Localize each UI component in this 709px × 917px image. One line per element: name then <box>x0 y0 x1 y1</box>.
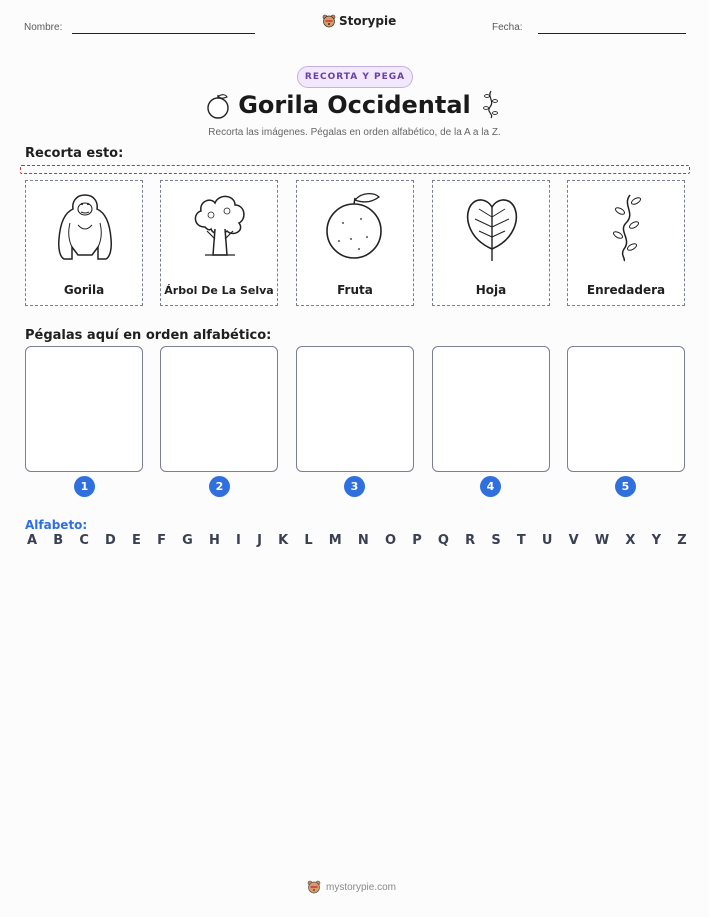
paste-slot-1[interactable] <box>25 346 143 472</box>
cut-card-tree[interactable] <box>160 180 278 306</box>
cut-heading: Recorta esto: <box>25 146 124 161</box>
leaf-icon <box>457 189 527 263</box>
alphabet-row <box>27 533 687 548</box>
page-title: Gorila Occidental <box>238 91 471 119</box>
paste-slot-3[interactable] <box>296 346 414 472</box>
alphabet-letter: S <box>491 533 501 548</box>
card-label: Hoja <box>475 283 507 297</box>
alphabet-letter: P <box>412 533 422 548</box>
alphabet-letter: C <box>79 533 89 548</box>
bear-icon <box>307 880 321 894</box>
card-label: Fruta <box>337 283 373 297</box>
bear-icon <box>322 14 336 28</box>
gorilla-icon <box>50 189 120 263</box>
alphabet-letter: D <box>105 533 116 548</box>
slot-number-badge: 1 <box>74 476 95 497</box>
card-label: Gorila <box>63 283 105 297</box>
alphabet-letter: W <box>594 533 610 548</box>
alphabet-letter: E <box>132 533 141 548</box>
slot-number-badge: 2 <box>209 476 230 497</box>
instructions: Recorta las imágenes. Pégalas en orden alfabético, de la A a la Z. <box>208 127 501 138</box>
cut-card-leaf[interactable] <box>432 180 550 306</box>
slot-number-badge: 5 <box>615 476 636 497</box>
date-label: Fecha: <box>492 22 523 33</box>
tree-icon <box>185 189 255 263</box>
date-field[interactable] <box>538 33 686 34</box>
slot-number-badge: 3 <box>344 476 365 497</box>
alphabet-letter: U <box>541 533 553 548</box>
alphabet-letter: G <box>182 533 193 548</box>
slot-number-badge: 4 <box>480 476 501 497</box>
alphabet-letter: V <box>568 533 579 548</box>
alphabet-letter: J <box>257 533 262 548</box>
alphabet-heading: Alfabeto: <box>25 518 88 532</box>
storypie-logo <box>322 14 396 28</box>
alphabet-letter: K <box>278 533 289 548</box>
card-label: Enredadera <box>586 283 666 297</box>
paste-slot-2[interactable] <box>160 346 278 472</box>
alphabet-letter: I <box>236 533 241 548</box>
activity-badge: RECORTA Y PEGA <box>297 66 413 88</box>
cut-card-vine[interactable] <box>567 180 685 306</box>
footer <box>307 880 396 894</box>
cut-line <box>20 165 690 174</box>
alphabet-letter: O <box>384 533 397 548</box>
cut-card-gorilla[interactable] <box>25 180 143 306</box>
vine-icon <box>592 189 662 263</box>
card-label: Árbol De La Selva <box>164 284 274 297</box>
logo-text: Storypie <box>339 14 397 28</box>
fruit-icon <box>321 189 391 263</box>
name-field[interactable] <box>72 33 255 34</box>
alphabet-letter: F <box>157 533 166 548</box>
paste-slot-5[interactable] <box>567 346 685 472</box>
alphabet-letter: R <box>465 533 476 548</box>
alphabet-letter: N <box>357 533 369 548</box>
paste-heading: Pégalas aquí en orden alfabético: <box>25 328 272 343</box>
alphabet-letter: T <box>516 533 526 548</box>
alphabet-letter: Y <box>651 533 662 548</box>
alphabet-letter: M <box>328 533 342 548</box>
alphabet-letter: A <box>27 533 38 548</box>
alphabet-letter: B <box>53 533 64 548</box>
alphabet-letter: Z <box>677 533 687 548</box>
alphabet-letter: L <box>304 533 313 548</box>
footer-url[interactable]: mystorypie.com <box>326 881 397 893</box>
alphabet-letter: X <box>625 533 636 548</box>
vine-decoration-icon <box>482 89 500 119</box>
alphabet-letter: Q <box>437 533 449 548</box>
name-label: Nombre: <box>24 22 63 33</box>
cut-card-fruit[interactable] <box>296 180 414 306</box>
alphabet-letter: H <box>208 533 220 548</box>
paste-slot-4[interactable] <box>432 346 550 472</box>
